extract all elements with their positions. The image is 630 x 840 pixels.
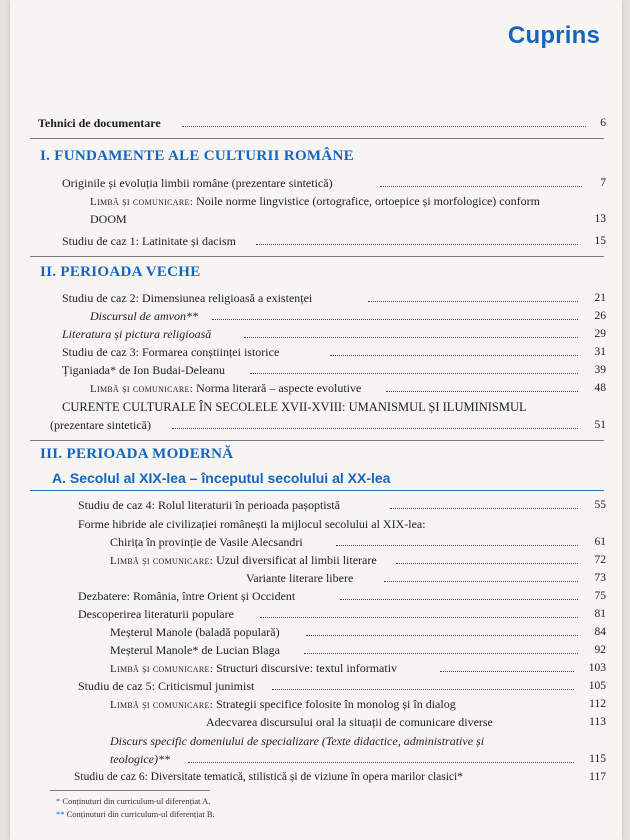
document-page (10, 0, 622, 840)
entry-text: Limbă și comunicare: Norma literară – aspecte evolutive (90, 381, 362, 395)
toc-entry (10, 175, 622, 191)
section-rule (30, 256, 604, 257)
entry-text: Discurs specific domeniului de specializare (Texte didactice, administrative și (110, 734, 485, 748)
toc-entry (10, 606, 622, 622)
toc-entry (10, 552, 622, 568)
dot-leader (368, 301, 578, 302)
toc-entry (10, 115, 622, 131)
toc-entry (10, 769, 622, 785)
dot-leader (384, 581, 578, 582)
toc-entry (10, 678, 622, 694)
subsection-heading: A. Secolul al XIX-lea – începutul secolului al XX-lea (52, 470, 391, 486)
entry-text: Adecvarea discursului oral la situații de comunicare diverse (206, 715, 493, 729)
section-heading: III. PERIOADA MODERNĂ (40, 446, 234, 462)
toc-entry (10, 326, 622, 342)
page-number: 55 (594, 499, 606, 511)
entry-text: Dezbatere: România, între Orient și Occident (78, 589, 296, 603)
entry-text: Studiu de caz 4: Rolul literaturii în perioada pașoptistă (78, 498, 340, 512)
toc-entry (10, 534, 622, 550)
footnote: * Conținuturi din curriculum-ul diferențiat A. (56, 796, 211, 806)
entry-text: Studiu de caz 1: Latinitate și dacism (62, 234, 236, 248)
dot-leader (256, 244, 578, 245)
page-number: 117 (589, 771, 606, 783)
toc-entry (10, 380, 622, 396)
entry-text: Limbă și comunicare: Uzul diversificat al limbii literare (110, 553, 377, 567)
toc-entry (10, 624, 622, 640)
entry-text: Literatura și pictura religioasă (62, 327, 212, 341)
page-number: 31 (594, 346, 606, 358)
section-rule (30, 490, 604, 491)
page-number: 26 (594, 310, 606, 322)
dot-leader (250, 373, 578, 374)
section-rule (30, 440, 604, 441)
toc-entry (10, 193, 622, 209)
entry-text: Studiu de caz 3: Formarea conștiinței istorice (62, 345, 280, 359)
entry-text: Țiganiada* de Ion Budai-Deleanu (62, 363, 225, 377)
entry-text: Studiu de caz 2: Dimensiunea religioasă a existenței (62, 291, 313, 305)
dot-leader (340, 599, 578, 600)
page-number: 81 (594, 608, 606, 620)
section-rule (30, 138, 604, 139)
toc-entry (10, 497, 622, 513)
page-number: 29 (594, 328, 606, 340)
page-number: 6 (600, 117, 606, 129)
entry-text: teologice)** (110, 752, 170, 766)
dot-leader (212, 319, 578, 320)
page-number: 113 (589, 716, 606, 728)
dot-leader (182, 126, 586, 127)
dot-leader (304, 653, 578, 654)
toc-entry (10, 751, 622, 767)
page-number: 112 (589, 698, 606, 710)
entry-text: Studiu de caz 6: Diversitate tematică, stilistică și de viziune în opera marilor clasici* (74, 771, 463, 783)
toc-entry (10, 714, 622, 730)
toc-entry (10, 696, 622, 712)
page-title: Cuprins (507, 22, 600, 49)
toc-entry (10, 588, 622, 604)
entry-text: Variante literare libere (246, 571, 354, 585)
toc-entry (10, 570, 622, 586)
page-number: 48 (594, 382, 606, 394)
entry-text: Limbă și comunicare: Structuri discursive: textul informativ (110, 661, 398, 675)
entry-text: Studiu de caz 5: Criticismul junimist (78, 679, 255, 693)
page-number: 13 (594, 213, 606, 225)
toc-entry (10, 399, 622, 415)
toc-entry (10, 308, 622, 324)
page-number: 84 (594, 626, 606, 638)
footnote: ** Conținuturi din curriculum-ul diferențiat B. (56, 809, 215, 819)
page-number: 115 (589, 753, 606, 765)
dot-leader (386, 391, 578, 392)
section-heading: II. PERIOADA VECHE (40, 264, 201, 280)
page-number: 103 (588, 662, 606, 674)
dot-leader (330, 355, 578, 356)
toc-entry (10, 362, 622, 378)
toc-entry (10, 211, 622, 227)
dot-leader (172, 428, 578, 429)
toc-entry (10, 660, 622, 676)
entry-text: Meșterul Manole* de Lucian Blaga (110, 643, 280, 657)
footnote-rule (50, 790, 210, 791)
toc-entry (10, 233, 622, 249)
dot-leader (390, 508, 578, 509)
entry-text: Discursul de amvon** (90, 309, 198, 323)
entry-text: Chirița în provinție de Vasile Alecsandri (110, 535, 303, 549)
entry-text: Descoperirea literaturii populare (78, 607, 234, 621)
dot-leader (336, 545, 578, 546)
dot-leader (244, 337, 578, 338)
toc-entry (10, 417, 622, 433)
entry-text: DOOM (90, 212, 127, 226)
page-number: 51 (594, 419, 606, 431)
toc-entry (10, 290, 622, 306)
entry-text: Limbă și comunicare: Noile norme lingvistice (ortografice, ortoepice și morfologice) conform (90, 194, 540, 208)
toc-entry (10, 642, 622, 658)
dot-leader (260, 617, 578, 618)
page-number: 15 (594, 235, 606, 247)
toc-entry (10, 344, 622, 360)
page-number: 92 (594, 644, 606, 656)
page-number: 73 (594, 572, 606, 584)
entry-text: Forme hibride ale civilizației românești la mijlocul secolului al XIX-lea: (78, 517, 426, 531)
dot-leader (306, 635, 578, 636)
dot-leader (396, 563, 578, 564)
entry-text: Originile și evoluția limbii române (prezentare sintetică) (62, 176, 333, 190)
page-number: 61 (594, 536, 606, 548)
toc-entry (10, 516, 622, 532)
page-number: 72 (594, 554, 606, 566)
page-number: 7 (600, 177, 606, 189)
dot-leader (440, 671, 574, 672)
entry-text: (prezentare sintetică) (50, 418, 151, 432)
toc-entry (10, 733, 622, 749)
page-number: 75 (594, 590, 606, 602)
entry-text: Meșterul Manole (baladă populară) (110, 625, 280, 639)
entry-text: Tehnici de documentare (38, 116, 161, 130)
entry-text: Limbă și comunicare: Strategii specifice folosite în monolog și în dialog (110, 697, 456, 711)
page-number: 105 (588, 680, 606, 692)
page-number: 21 (594, 292, 606, 304)
section-heading: I. FUNDAMENTE ALE CULTURII ROMÂNE (40, 148, 354, 164)
dot-leader (272, 689, 574, 690)
dot-leader (188, 762, 574, 763)
dot-leader (380, 186, 582, 187)
entry-text: CURENTE CULTURALE ÎN SECOLELE XVII-XVIII: UMANISMUL ȘI ILUMINISMUL (62, 400, 527, 414)
page-number: 39 (594, 364, 606, 376)
